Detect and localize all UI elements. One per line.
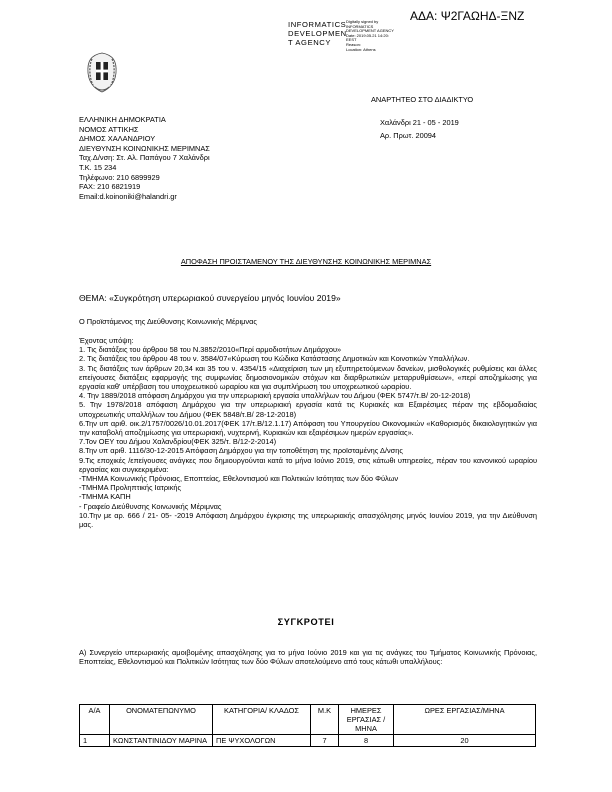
greek-emblem-icon	[81, 47, 123, 97]
header-cell: Α/Α	[80, 705, 110, 735]
header-line: FAX: 210 6821919	[79, 182, 141, 192]
signature-logo	[288, 20, 408, 54]
logo-small-line: EEST	[346, 37, 357, 43]
table-cell: 20	[394, 735, 536, 747]
table-header-row	[80, 705, 536, 735]
consideration-item: 5. Την 1978/2018 απόφαση Δημάρχου για την υπερωριακή εργασία κατά τις Κυριακές και Εξαιρέσιμες πέραν της εβδομαδιαίας υποχρεωτικής υπαλλήλων του Δήμου (ΦΕΚ 5848/τ.Β/ 28-12-2018)	[79, 400, 537, 419]
consideration-item: 4. Την 1889/2018 απόφαση Δημάρχου για την υπερωριακή εργασία υπαλλήλων του Δήμου (ΦΕΚ 5747/τ.Β/ 20-12-2018)	[79, 391, 471, 401]
logo-small-line: Digitally signed by	[346, 19, 379, 24]
table-row	[80, 735, 536, 747]
table-cell: 7	[311, 735, 339, 747]
logo-line: INFORMATICS	[288, 20, 347, 29]
considering-heading: Έχοντας υπόψη:	[79, 336, 134, 345]
ada-code: ΑΔΑ: Ψ2ΓΑΩΗΔ-ΞΝΖ	[410, 9, 525, 23]
header-line: ΝΟΜΟΣ ΑΤΤΙΚΗΣ	[79, 124, 139, 134]
table-cell: 8	[339, 735, 394, 747]
consideration-item: -ΤΜΗΜΑ Προληπτικής Ιατρικής	[79, 483, 182, 493]
logo-line: DEVELOPMEN	[288, 29, 347, 38]
subject-line	[79, 293, 341, 303]
header-line: ΔΗΜΟΣ ΧΑΛΑΝΔΡΙΟΥ	[79, 134, 156, 144]
logo-small-line: Reason:	[346, 41, 361, 47]
logo-line: T AGENCY	[288, 38, 332, 47]
logo-small-line: INFORMATICS	[346, 23, 374, 29]
header-cell: Μ.Κ	[311, 705, 339, 735]
subject-text: «Συγκρότηση υπερωριακού συνεργείου μηνός Ιουνίου 2019»	[109, 293, 341, 303]
header-line: Ταχ.Δ/νση: Στ. Αλ. Παπάγου 7 Χαλάνδρι	[79, 153, 210, 163]
consideration-item: 10.Την με αρ. 666 / 21- 05- -2019 Απόφαση Δημάρχου έγκρισης της υπερωριακής απασχόλησης μηνός Ιουνίου 2019, για την Διεύθυνση μας.	[79, 510, 537, 530]
logo-small-line: Date: 2019.05.21 14:20:	[346, 32, 389, 38]
table-cell: ΚΩΝΣΤΑΝΤΙΝΙΔΟΥ ΜΑΡΙΝΑ	[110, 735, 213, 747]
consideration-item: 6.Την υπ αριθ. οικ.2/1757/0026/10.01.2017(ΦΕΚ 17/τ.Β/12.1.17) Απόφαση του Υπουργείου Οικονομικών «Καθορισμός δικαιολογητικών για την καταβολή αποζημίωσης για υπερωριακή, νυχτερινή, Κυριακών και εξαιρέσιμων ημερών εργασίας».	[79, 418, 537, 438]
decision-title: ΑΠΟΦΑΣΗ ΠΡΟΙΣΤΑΜΕΝΟΥ ΤΗΣ ΔΙΕΥΘΥΝΣΗΣ ΚΟΙΝΩΝΙΚΗΣ ΜΕΡΙΜΝΑΣ	[180, 257, 432, 266]
protocol-number: Αρ. Πρωτ. 20094	[380, 131, 437, 140]
logo-small-line: Location: Athens	[346, 46, 376, 52]
header-line: Τηλέφωνο: 210 6899929	[79, 172, 160, 182]
logo-small-line: DEVELOPMENT AGENCY	[346, 28, 394, 34]
header-line: ΔΙΕΥΘΥΝΣΗ ΚΟΙΝΩΝΙΚΗΣ ΜΕΡΙΜΝΑΣ	[79, 143, 210, 153]
consideration-item: 9.Τις εποχικές /επείγουσες ανάγκες που δημιουργούνται κατά το μήνα Ιούνιο 2019, στις κάτωθι υπηρεσίες, πέραν του κανονικού ωραρίου εργασίας και συγκεκριμένα:	[79, 455, 537, 474]
considerations-list	[79, 336, 537, 529]
header-line: ΕΛΛΗΝΙΚΗ ΔΗΜΟΚΡΑΤΙΑ	[79, 115, 166, 124]
constitutes-heading: ΣΥΓΚΡΟΤΕΙ	[277, 617, 335, 627]
consideration-item: 3. Τις διατάξεις των άρθρων 20,34 και 35 του ν. 4354/15 «Διαχείριση των μη εξυπηρετούμενων δανείων, μισθολογικές ρυθμίσεις και άλλες επείγουσες διατάξεις εφαρμογής της συμφωνίας δημοσιονομικών στόχων και διαρθρωτικών μεταρρυθμίσεων», «περί αποζημίωσης για εργασία καθ' υπέρβαση του υποχρεωτικού ωραρίου και για συμπλήρωση του υποχρεωτικού ωραρίου.	[79, 363, 537, 392]
logo-small-text	[346, 20, 394, 52]
posted-online-label: ΑΝΑΡΤΗΤΕΟ ΣΤΟ ΔΙΑΔΙΚΤΥΟ	[371, 95, 474, 104]
table-cell: ΠΕ ΨΥΧΟΛΟΓΩΝ	[213, 735, 311, 747]
logo-main-text	[288, 20, 347, 47]
consideration-item: -ΤΜΗΜΑ ΚΑΠΗ	[79, 492, 131, 502]
header-cell: ΚΑΤΗΓΟΡΙΑ/ ΚΛΑΔΟΣ	[213, 705, 311, 735]
consideration-item: 7.Τον ΟΕΥ του Δήμου Χαλανδρίου(ΦΕΚ 325/τ. Β/12-2-2014)	[79, 437, 277, 447]
header-cell: ΩΡΕΣ ΕΡΓΑΣΙΑΣ/ΜΗΝΑ	[394, 705, 536, 735]
consideration-item: 2. Τις διατάξεις του άρθρου 48 του ν. 3584/07«Κύρωση του Κώδικα Κατάστασης Δημοτικών και Κοινοτικών Υπαλλήλων.	[79, 354, 470, 364]
consideration-item: 8.Την υπ αριθ. 1116/30-12-2015 Απόφαση Δημάρχου για την τοποθέτηση της προϊσταμένης Δ/νσης	[79, 446, 403, 456]
director-line: Ο Προϊστάμενος της Διεύθυνσης Κοινωνικής Μέριμνας	[79, 317, 257, 326]
subject-label: ΘΕΜΑ:	[79, 293, 110, 303]
header-line: Τ.Κ. 15 234	[79, 162, 117, 172]
section-a-text: Α) Συνεργείο υπερωριακής αμοιβομένης απασχόλησης για το μήνα Ιούνιο 2019 και για τις ανάγκες του Τμήματος Κοινωνικής Πρόνοιας, Εποπτείας, Εθελοντισμού και Πολιτικών Ισότητας των δύο Φύλων αποτελούμενο από τους κάτωθι υπαλλήλους:	[79, 648, 537, 667]
authority-header	[79, 115, 339, 201]
header-cell: ΟΝΟΜΑΤΕΠΩΝΥΜΟ	[110, 705, 213, 735]
document-date: Χαλάνδρι 21 - 05 - 2019	[380, 118, 459, 127]
consideration-item: 1. Τις διατάξεις του άρθρου 58 του Ν.3852/2010«Περί αρμοδιοτήτων Δημάρχου»	[79, 345, 342, 355]
table-cell: 1	[80, 735, 110, 747]
consideration-item: -ΤΜΗΜΑ Κοινωνικής Πρόνοιας, Εποπτείας, Εθελοντισμού και Πολιτικών Ισότητας των δύο Φύλων	[79, 474, 399, 484]
header-line: Email:d.koinoniki@halandri.gr	[79, 191, 177, 201]
header-cell: ΗΜΕΡΕΣ ΕΡΓΑΣΙΑΣ /ΜΗΝΑ	[339, 705, 394, 735]
consideration-item: - Γραφείο Διεύθυνσης Κοινωνικής Μέριμνας	[79, 501, 222, 511]
staff-table	[79, 704, 536, 747]
